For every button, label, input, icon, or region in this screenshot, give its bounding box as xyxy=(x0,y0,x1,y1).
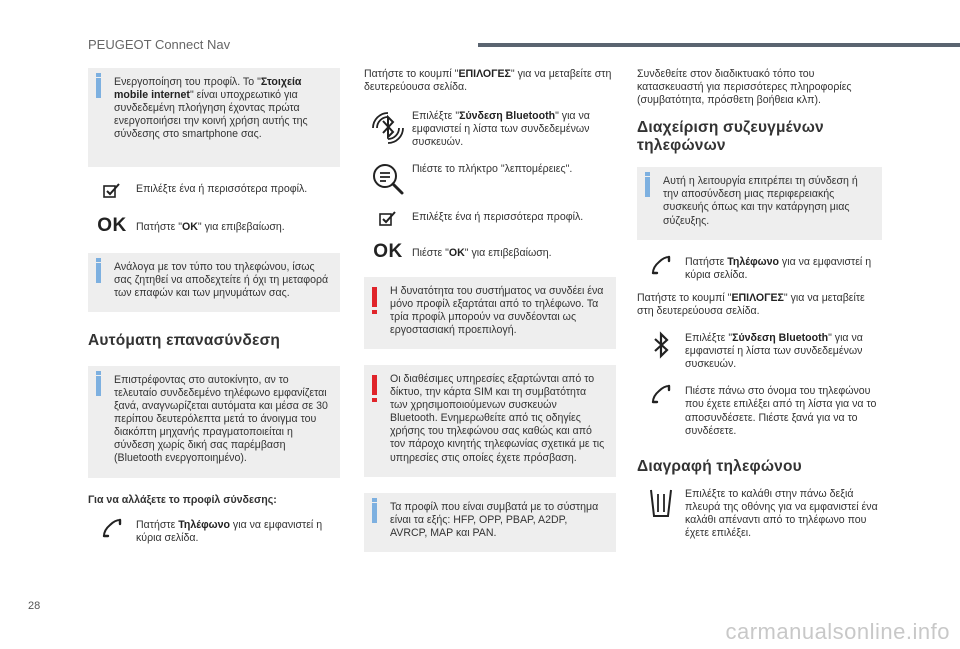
bluetooth-signal-icon xyxy=(368,108,408,148)
header-rule xyxy=(478,43,960,47)
info-box-contacts: Ανάλογα με τον τύπο του τηλεφώνου, ίσως σας ζητηθεί να αποδεχτείτε ή όχι τη μεταφορά των επαφών και των μηνυμάτων σας. xyxy=(88,253,340,312)
section-heading-manage-phones: Διαχείριση συζευγμένων τηλεφώνων xyxy=(637,119,824,155)
step-details: Πιέστε το πλήκτρο "λεπτομέρειες". xyxy=(364,161,616,197)
trash-bin-icon xyxy=(649,486,673,520)
warning-icon xyxy=(372,375,377,395)
phone-handset-icon xyxy=(650,254,672,276)
section-heading-delete-phone: Διαγραφή τηλεφώνου xyxy=(637,457,802,475)
step-bluetooth-connection: Επιλέξτε "Σύνδεση Bluetooth" για να εμφανιστεί η λίστα των συνδεδεμένων συσκευών. xyxy=(637,330,882,371)
info-box-profile: Ενεργοποίηση του προφίλ. Το "Στοιχεία mobile internet" είναι υποχρεωτικό για συνδεδεμένη πλοήγηση έχοντας πρώτα ενεργοποιήσει την κοινή χρήση αυτής της σύνδεσης στο smartphone σας. xyxy=(88,68,340,167)
info-box-auto-reconnect: Επιστρέφοντας στο αυτοκίνητο, αν το τελευταίο συνδεδεμένο τηλέφωνο εμφανίζεται ξανά, αναγνωρίζεται αυτόματα και μέσα σε 30 περίπου δευτερόλεπτα μετά το άνοιγμα του διακόπτη μηχανής πραγματοποιείται η σύνδεση χωρίς δική σας παρέμβαση (Bluetooth ενεργοποιημένο). xyxy=(88,366,340,478)
column-3 xyxy=(637,68,882,540)
step-bluetooth-connection: Επιλέξτε "Σύνδεση Bluetooth" για να εμφανιστεί η λίστα των συνδεδεμένων συσκευών. xyxy=(364,108,616,149)
info-icon xyxy=(372,503,377,523)
header-title: PEUGEOT Connect Nav xyxy=(88,37,231,52)
checkbox-check-icon xyxy=(102,181,122,201)
step-confirm-ok: OK Πιέστε "OK" για επιβεβαίωση. xyxy=(373,241,552,263)
details-magnifier-icon xyxy=(370,161,406,197)
warning-icon xyxy=(372,287,377,307)
step-delete: Επιλέξτε το καλάθι στην πάνω δεξιά πλευρά της οθόνης για να εμφανιστεί ένα καλάθι απέναντι από το τηλέφωνο που έχετε επιλέξει. xyxy=(637,486,882,540)
info-icon xyxy=(96,376,101,396)
step-disconnect: Πιέστε πάνω στο όνομα του τηλεφώνου που έχετε επιλέξει από τη λίστα για να το αποσυνδέσετε. Πιέστε ξανά για να το συνδέσετε. xyxy=(637,383,882,437)
step-select-profiles: Επιλέξτε ένα ή περισσότερα προφίλ. xyxy=(88,181,340,201)
info-icon xyxy=(645,177,650,197)
phone-handset-icon xyxy=(650,383,672,405)
ok-icon: OK xyxy=(97,215,127,237)
step-press-phone: Πατήστε Τηλέφωνο για να εμφανιστεί η κύρια σελίδα. xyxy=(637,254,882,282)
phone-handset-icon xyxy=(101,517,123,539)
section-heading-auto-reconnect: Αυτόματη επανασύνδεση xyxy=(88,331,281,349)
page-number: 28 xyxy=(28,600,41,612)
intro-options: Πατήστε το κουμπί "ΕΠΙΛΟΓΕΣ" για να μεταβείτε στη δευτερεύουσα σελίδα. xyxy=(637,291,865,317)
step-select-profiles: Επιλέξτε ένα ή περισσότερα προφίλ. xyxy=(364,209,616,229)
info-box-compatible-profiles: Τα προφίλ που είναι συμβατά με το σύστημα είναι τα εξής: HFP, OPP, PBAP, A2DP, AVRCP, MAP και PAN. xyxy=(364,493,616,552)
watermark: carmanualsonline.info xyxy=(725,619,950,644)
column-2 xyxy=(364,68,616,552)
step-confirm-ok: OK Πατήστε "OK" για επιβεβαίωση. xyxy=(97,215,285,237)
info-icon xyxy=(96,263,101,283)
column-1 xyxy=(88,68,340,545)
warning-box-services: Οι διαθέσιμες υπηρεσίες εξαρτώνται από το δίκτυο, την κάρτα SIM και τη συμβατότητα των χρησιμοποιούμενων συσκευών Bluetooth. Ενημερωθείτε από τις οδηγίες χρήσης του τηλεφώνου σας καθώς και από τον πάροχο κινητής τηλεφωνίας σχετικά με τις υπηρεσίες στις οποίες έχετε πρόσβαση. xyxy=(364,365,616,477)
bluetooth-icon xyxy=(649,330,673,360)
info-icon xyxy=(96,78,101,98)
step-press-phone: Πατήστε Τηλέφωνο για να εμφανιστεί η κύρια σελίδα. xyxy=(88,517,340,545)
checkbox-check-icon xyxy=(378,209,398,229)
intro-manufacturer: Συνδεθείτε στον διαδικτυακό τόπο του κατασκευαστή για περισσότερες πληροφορίες (συμβατότητα, πρόσθετη βοήθεια κλπ). xyxy=(637,68,852,107)
subheading-change-profile: Για να αλλάξετε το προφίλ σύνδεσης: xyxy=(88,493,277,506)
ok-icon: OK xyxy=(373,241,403,263)
warning-box-profile: Η δυνατότητα του συστήματος να συνδέει ένα μόνο προφίλ εξαρτάται από το τηλέφωνο. Τα τρία προφίλ μπορούν να συνδέονται ως εργοστασιακή προεπιλογή. xyxy=(364,277,616,349)
intro-options: Πατήστε το κουμπί "ΕΠΙΛΟΓΕΣ" για να μεταβείτε στη δευτερεύουσα σελίδα. xyxy=(364,68,612,94)
info-box-manage: Αυτή η λειτουργία επιτρέπει τη σύνδεση ή την αποσύνδεση μιας περιφερειακής συσκευής όπως και την κατάργηση μιας σύζευξης. xyxy=(637,167,882,239)
